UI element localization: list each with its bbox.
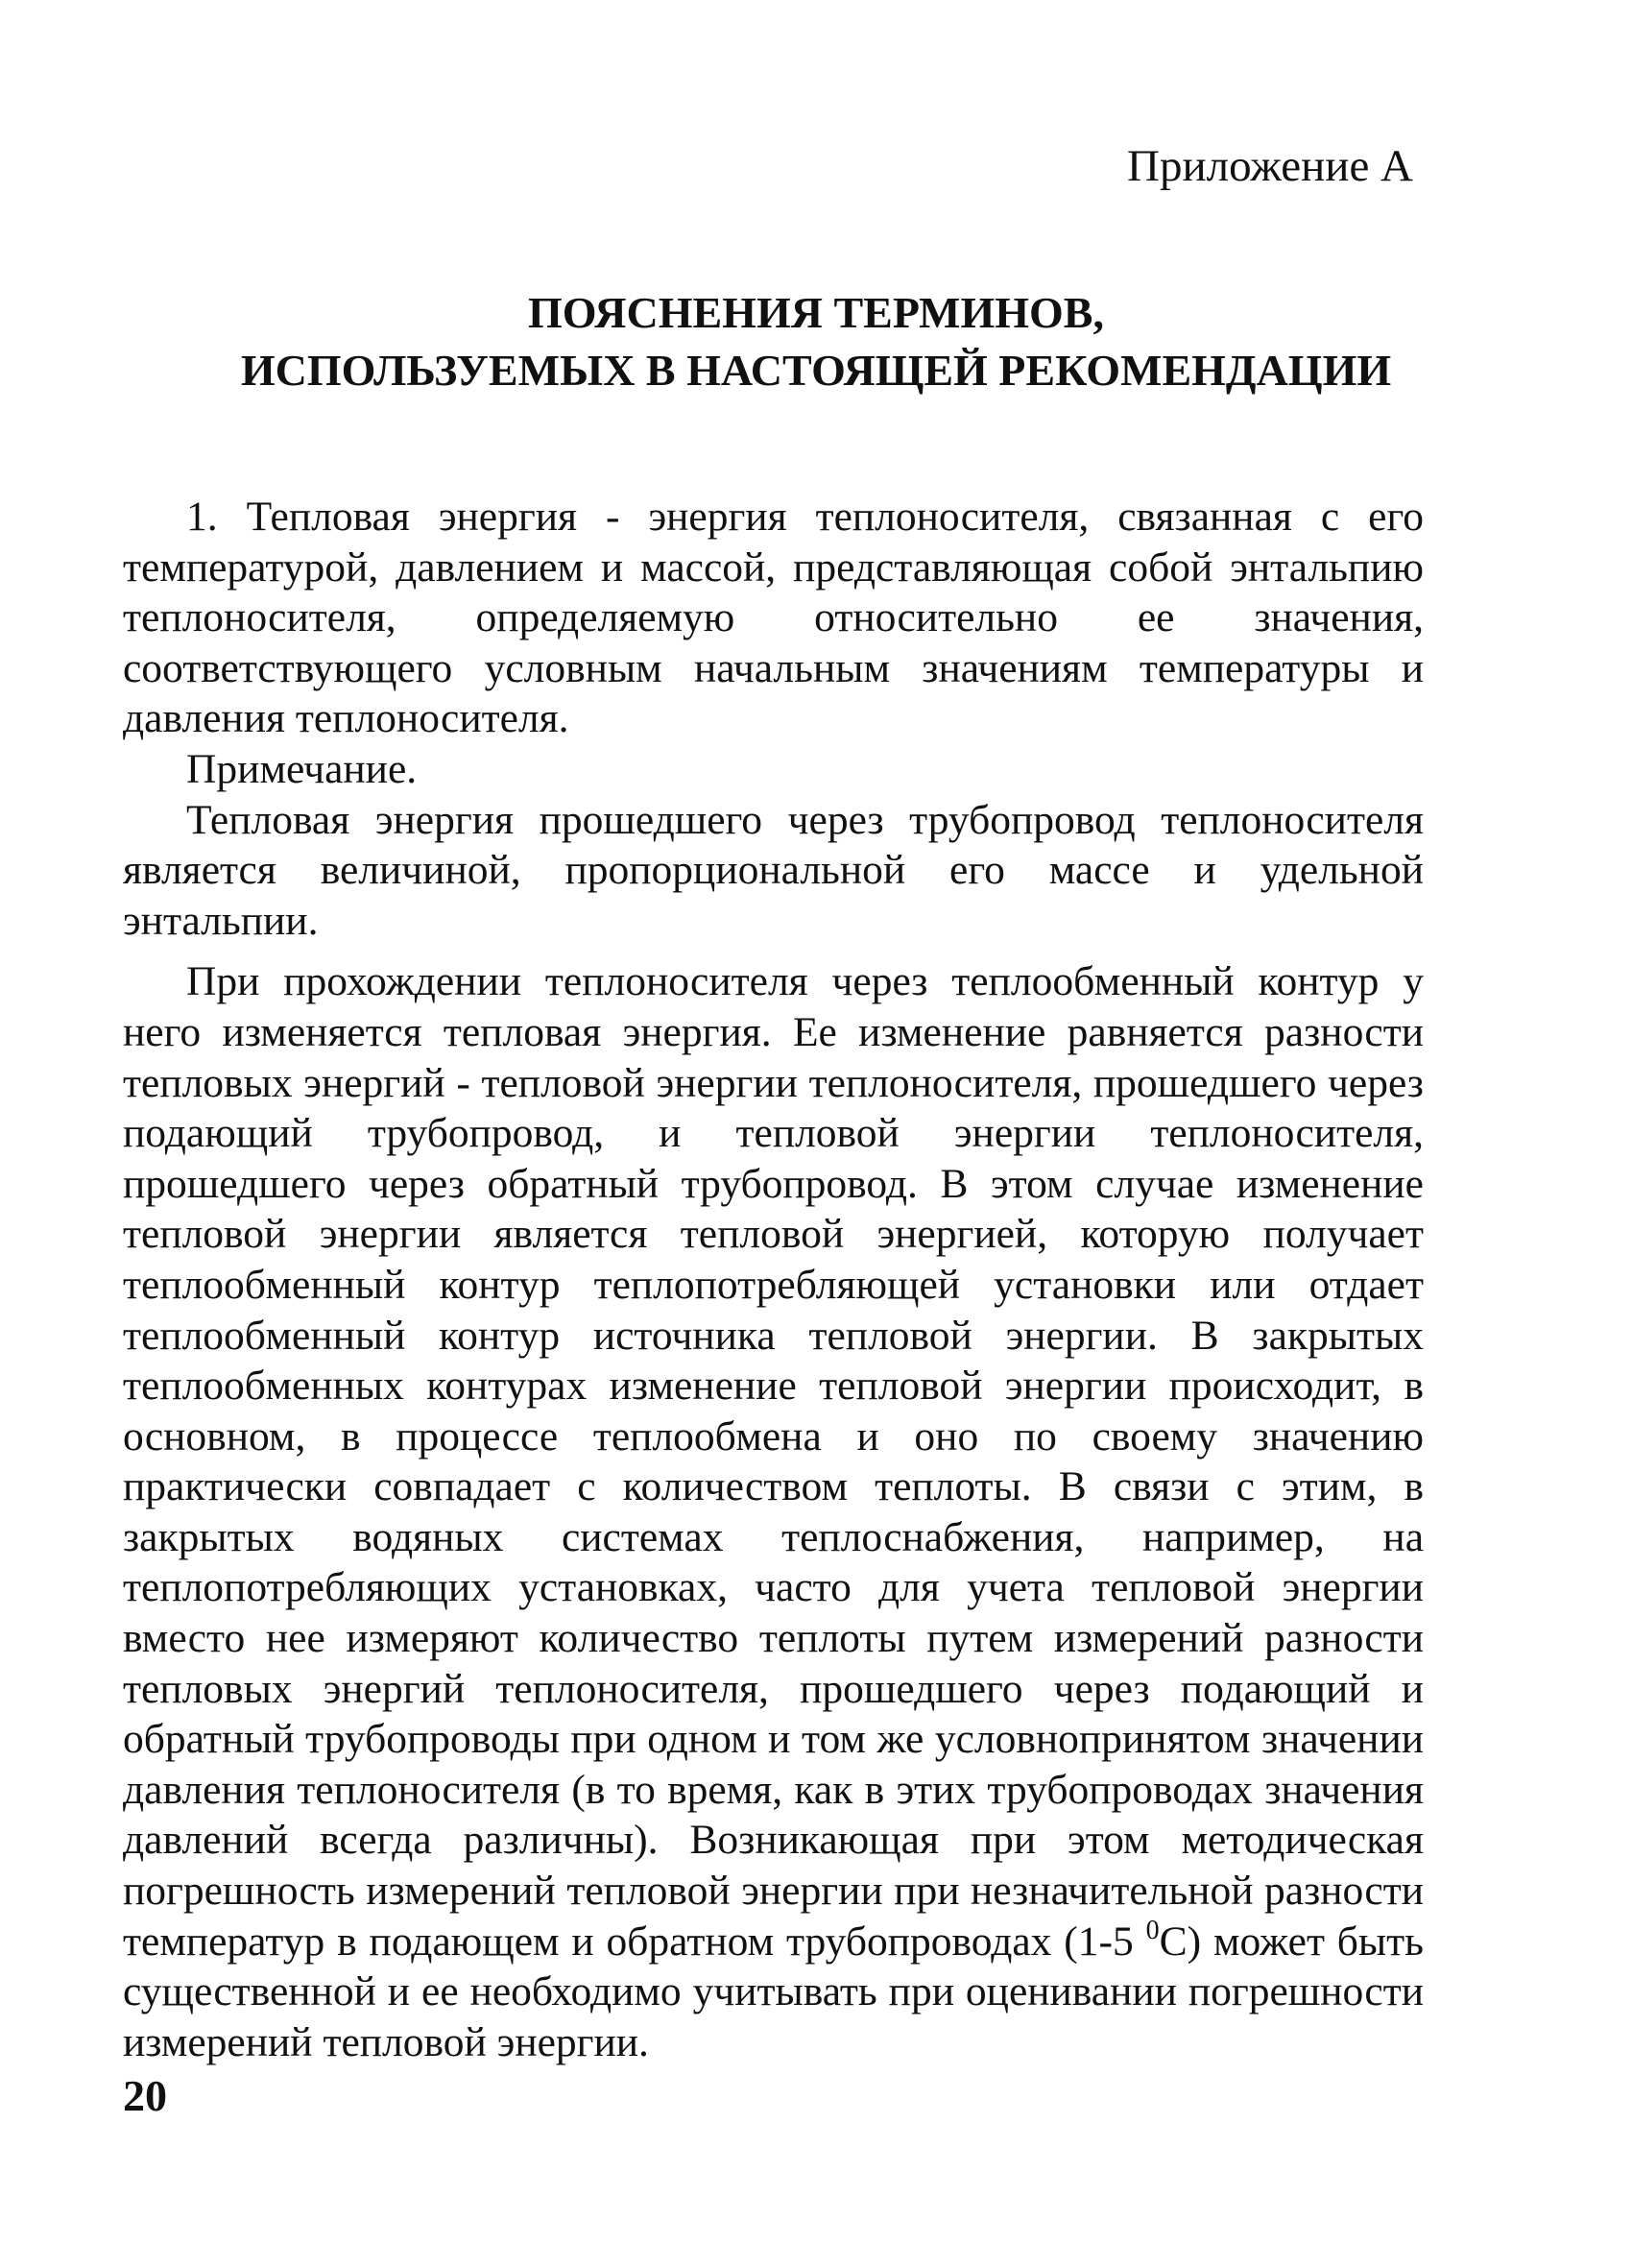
- page-number: 20: [123, 2071, 167, 2120]
- note-paragraph-1: Тепловая энергия прошедшего через трубопровод теплоносителя является величиной, пропорциональной его массе и удельной энтальпии.: [123, 796, 1424, 944]
- note-paragraph-2: [123, 956, 1424, 2067]
- appendix-label: Приложение А: [1127, 141, 1413, 191]
- title-line-2: ИСПОЛЬЗУЕМЫХ В НАСТОЯЩЕЙ РЕКОМЕНДАЦИИ: [240, 346, 1392, 395]
- page-title: [144, 284, 1488, 399]
- note-paragraph-2-text: При прохождении теплоносителя через теплообменный контур у него изменяется тепловая энергия. Ее изменение равняется разности тепловых энергий - тепловой энергии теплоносителя, прошедшего через подающий трубопровод, и тепловой энергии теплоносителя, прошедшего через обратный трубопровод. В этом случае изменение тепловой энергии является тепловой энергией, которую получает теплообменный контур теплопотребляющей установки или отдает теплообменный контур источника тепловой энергии. В закрытых теплообменных контурах изменение тепловой энергии происходит, в основном, в процессе теплообмена и оно по своему значению практически совпадает с количеством теплоты. В связи с этим, в закрытых водяных системах теплоснабжения, например, на теплопотребляющих установках, часто для учета тепловой энергии вместо нее измеряют количество теплоты путем измерений разности тепловых энергий теплоносителя, прошедшего через подающий и обратный трубопроводы при одном и том же условнопринятом значении давления теплоносителя (в то время, как в этих трубопроводах значения давлений всегда различны). Возникающая при этом методическая погрешность измерений тепловой энергии при незначительной разности температур в подающем и обратном трубопроводах (1-5: [123, 958, 1424, 1965]
- note-paragraph-2-text-end: С) может быть существенной и ее необходимо учитывать при оценивании погрешности измерений тепловой энергии.: [123, 1918, 1425, 2065]
- body-text: [123, 492, 1424, 2067]
- degree-superscript: 0: [1145, 1915, 1160, 1945]
- definition-paragraph: 1. Тепловая энергия - энергия теплоносителя, связанная с его температурой, давлением и массой, представляющая собой энтальпию теплоносителя, определяемую относительно ее значения, соответствующего условным начальным значениям температуры и давления теплоносителя.: [123, 494, 1424, 742]
- note-heading: Примечание.: [186, 745, 418, 792]
- title-line-1: ПОЯСНЕНИЯ ТЕРМИНОВ,: [528, 288, 1104, 337]
